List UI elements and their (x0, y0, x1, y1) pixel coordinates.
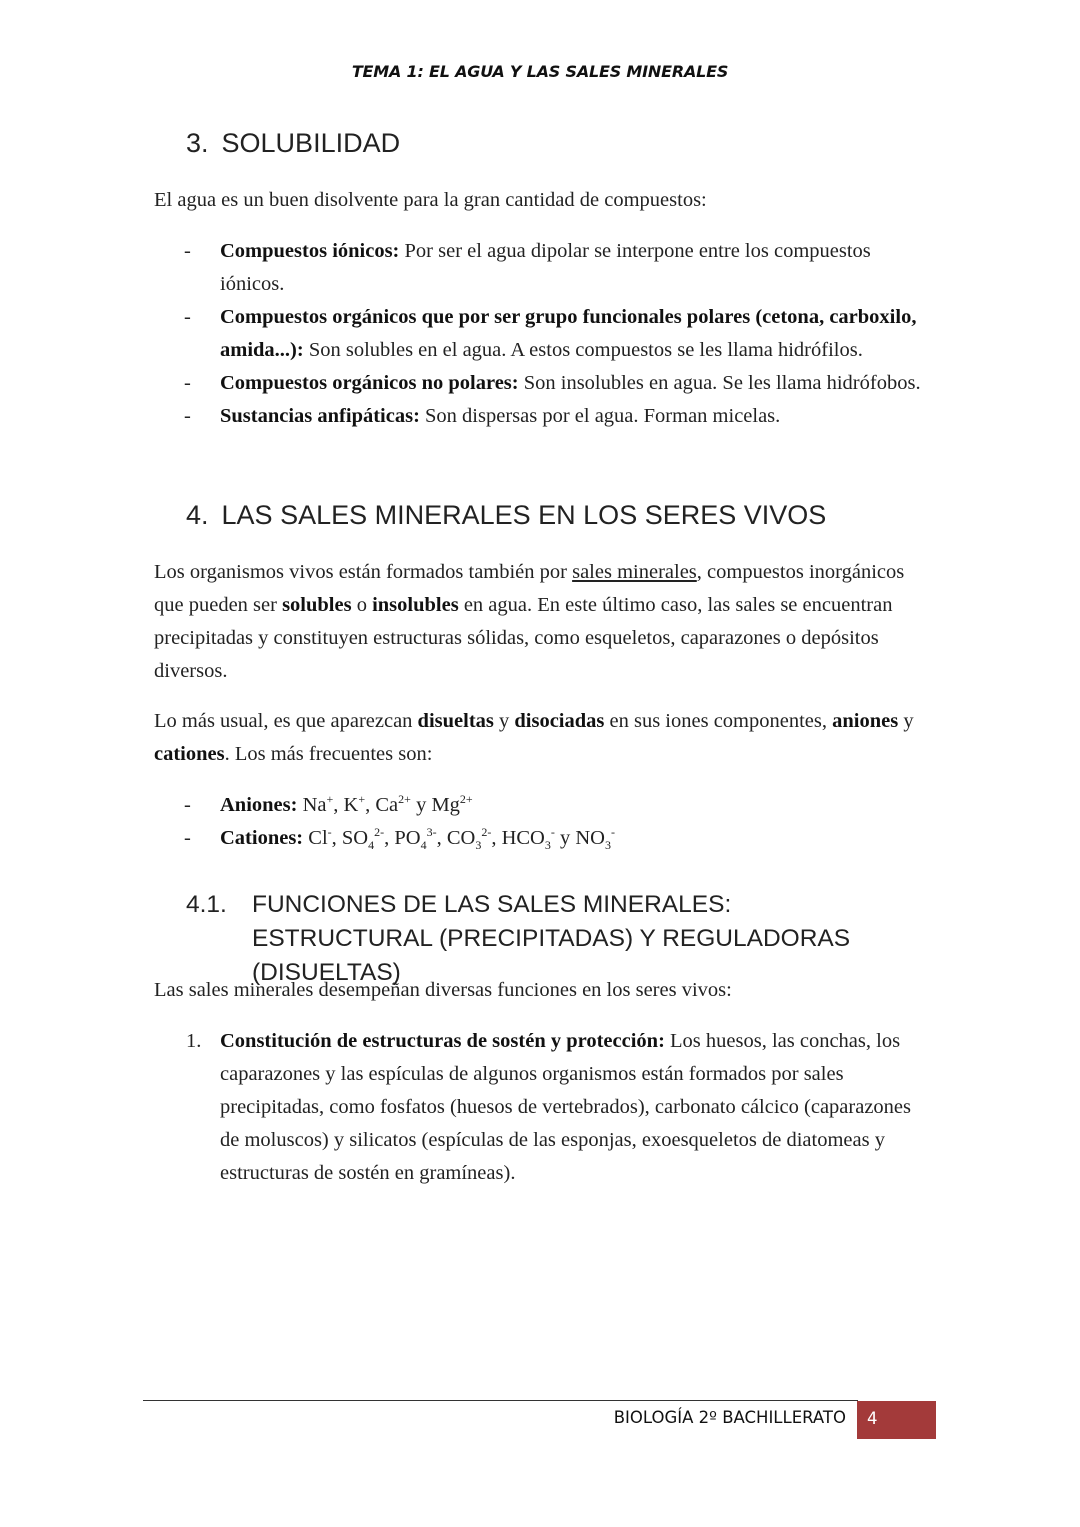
section-4-paragraph-2: Lo más usual, es que aparezcan disueltas y disociadas en sus iones componentes, aniones y cationes. Los más frecuentes son: (154, 710, 914, 765)
list-item-aniones: - Aniones: Na+, K+, $Ca^{2+}$ y $Mg^{2+}$ (184, 792, 473, 816)
section-number: 3. (186, 128, 209, 158)
footer-label: BIOLOGÍA 2º BACHILLERATO (613, 1408, 846, 1427)
section-4-paragraph-1: Los organismos vivos están formados también por sales minerales, compuestos inorgánicos que pueden ser solubles o insolubles en agua. En este último caso, las sales se encuentran precipitadas y constituyen estructuras sólidas, como esqueletos, caparazones o depósitos diversos. (154, 561, 905, 682)
section-title: FUNCIONES DE LAS SALES MINERALES: ESTRUCTURAL (PRECIPITADAS) Y REGULADORAS (DISUELTAS) (252, 891, 851, 986)
section-4-heading (186, 500, 826, 531)
section-3-intro: El agua es un buen disolvente para la gran cantidad de compuestos: (154, 189, 707, 211)
functions-list (154, 1025, 934, 1190)
section-4-1-intro: Las sales minerales desempeñan diversas funciones en los seres vivos: (154, 979, 732, 1001)
footer-divider (143, 1400, 858, 1401)
list-item: - Compuestos orgánicos que por ser grupo funcionales polares (cetona, carboxilo, amida...): Son solubles en el agua. A estos compuestos se les llama hidrófilos. (184, 306, 917, 361)
list-item-cationes: - Cationes: Cl-, $SO_4^{2-}$, $PO_4^{3-}$, $CO_3^{2-}$, $HCO_3^-$ y $NO_3^-$ (184, 825, 615, 853)
page-number-badge (857, 1401, 936, 1439)
section-number: 4.1. (186, 891, 227, 918)
list-item: - Sustancias anfipáticas: Son dispersas por el agua. Forman micelas. (184, 405, 781, 427)
section-title: SOLUBILIDAD (221, 128, 401, 158)
section-3-heading (186, 128, 400, 159)
section-title: LAS SALES MINERALES EN LOS SERES VIVOS (221, 500, 827, 530)
list-item: - Compuestos orgánicos no polares: Son insolubles en agua. Se les llama hidrófobos. (184, 372, 921, 394)
page-number: 4 (867, 1409, 878, 1428)
ions-list (154, 789, 934, 855)
list-item: 1. Constitución de estructuras de sostén y protección: Los huesos, las conchas, los caparazones y las espículas de algunos organismos están formados por sales precipitadas, como fosfatos (huesos de vertebrados), carbonato cálcico (caparazones de moluscos) y silicatos (espículas de las esponjas, exoesqueletos de diatomeas y estructuras de sostén en gramíneas). (186, 1030, 911, 1184)
list-item: - Compuestos iónicos: Por ser el agua dipolar se interpone entre los compuestos iónicos. (184, 240, 871, 295)
solubility-list (154, 235, 934, 433)
page-header: TEMA 1: EL AGUA Y LAS SALES MINERALES (351, 62, 729, 81)
section-number: 4. (186, 500, 209, 530)
